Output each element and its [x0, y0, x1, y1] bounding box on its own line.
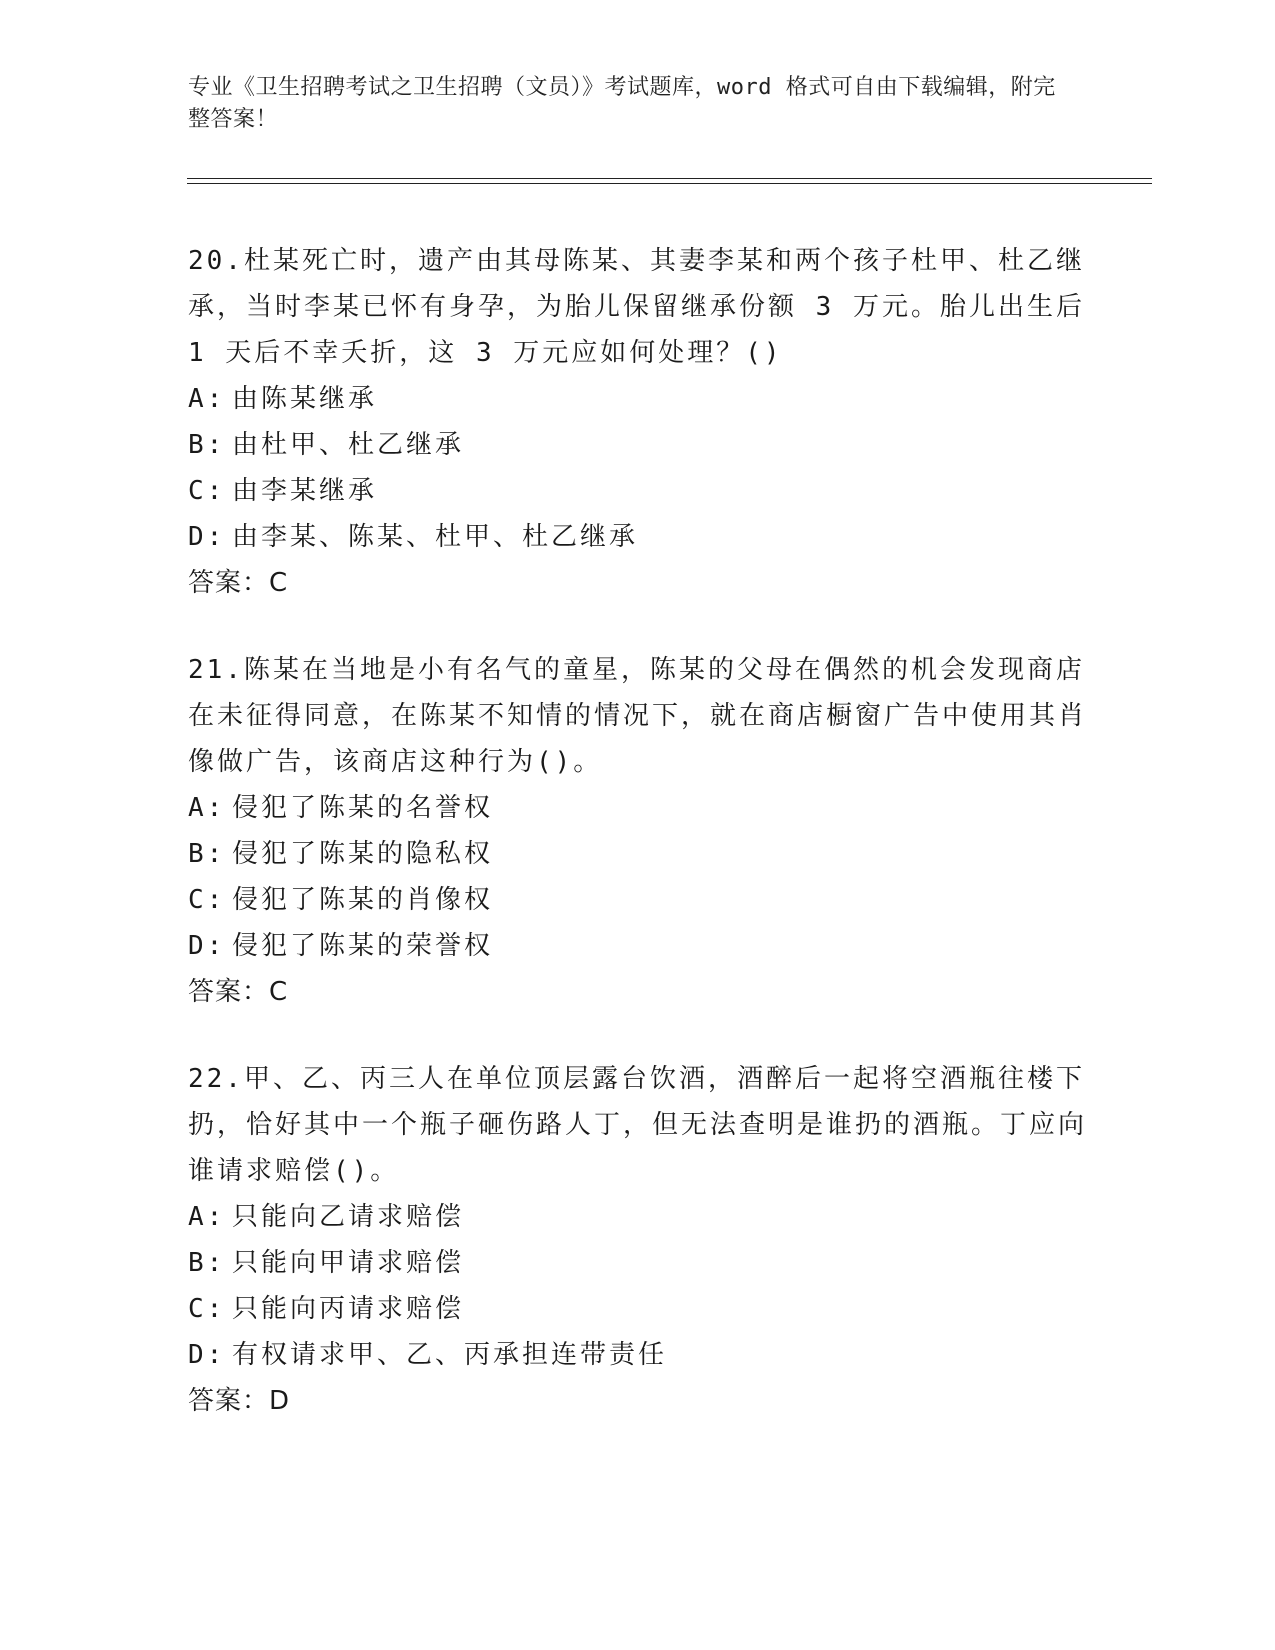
option-key: D: [188, 522, 226, 552]
option-key: C: [188, 885, 226, 915]
option-a [188, 376, 1088, 422]
option-c [188, 468, 1088, 514]
option-key: C: [188, 476, 226, 506]
option-b [188, 1240, 1088, 1286]
option-key: A: [188, 1202, 226, 1232]
answer-label: 答案：D [188, 1386, 291, 1416]
answer-label: 答案：C [188, 977, 289, 1007]
option-text: 只能向丙请求赔偿 [232, 1294, 465, 1324]
option-d [188, 1332, 1088, 1378]
option-b [188, 831, 1088, 877]
question-stem: 21.陈某在当地是小有名气的童星，陈某的父母在偶然的机会发现商店在未征得同意，在陈某不知情的情况下，就在商店橱窗广告中使用其肖像做广告，该商店这种行为()。 [188, 655, 1088, 777]
option-c [188, 877, 1088, 923]
option-d [188, 514, 1088, 560]
option-text: 有权请求甲、乙、丙承担连带责任 [232, 1340, 668, 1370]
option-key: D: [188, 931, 226, 961]
option-a [188, 1194, 1088, 1240]
option-text: 侵犯了陈某的隐私权 [232, 839, 494, 869]
option-key: D: [188, 1340, 226, 1370]
option-d [188, 923, 1088, 969]
option-c [188, 1286, 1088, 1332]
option-key: B: [188, 1248, 226, 1278]
option-key: A: [188, 793, 226, 823]
answer-label: 答案：C [188, 568, 289, 598]
option-text: 由杜甲、杜乙继承 [232, 430, 465, 460]
option-b [188, 422, 1088, 468]
option-key: C: [188, 1294, 226, 1324]
option-text: 侵犯了陈某的荣誉权 [232, 931, 494, 961]
document-header: 专业《卫生招聘考试之卫生招聘（文员）》考试题库，word 格式可自由下载编辑，附完整答案！ [188, 75, 1056, 132]
header-divider-bottom [187, 183, 1152, 184]
option-text: 由李某继承 [232, 476, 378, 506]
option-key: B: [188, 839, 226, 869]
option-text: 由陈某继承 [232, 384, 378, 414]
option-key: A: [188, 384, 226, 414]
header-divider-top [187, 178, 1152, 179]
question-stem: 22.甲、乙、丙三人在单位顶层露台饮酒，酒醉后一起将空酒瓶往楼下扔，恰好其中一个瓶子砸伤路人丁，但无法查明是谁扔的酒瓶。丁应向谁请求赔偿()。 [188, 1064, 1088, 1186]
option-text: 只能向甲请求赔偿 [232, 1248, 465, 1278]
option-text: 侵犯了陈某的名誉权 [232, 793, 494, 823]
question-22 [188, 1056, 1088, 1424]
option-a [188, 785, 1088, 831]
option-key: B: [188, 430, 226, 460]
question-stem: 20.杜某死亡时，遗产由其母陈某、其妻李某和两个孩子杜甲、杜乙继承，当时李某已怀有身孕，为胎儿保留继承份额 3 万元。胎儿出生后 1 天后不幸夭折，这 3 万元应如何处理？() [188, 246, 1085, 368]
option-text: 侵犯了陈某的肖像权 [232, 885, 494, 915]
question-20 [188, 238, 1088, 606]
option-text: 只能向乙请求赔偿 [232, 1202, 465, 1232]
option-text: 由李某、陈某、杜甲、杜乙继承 [232, 522, 639, 552]
question-21 [188, 647, 1088, 1015]
